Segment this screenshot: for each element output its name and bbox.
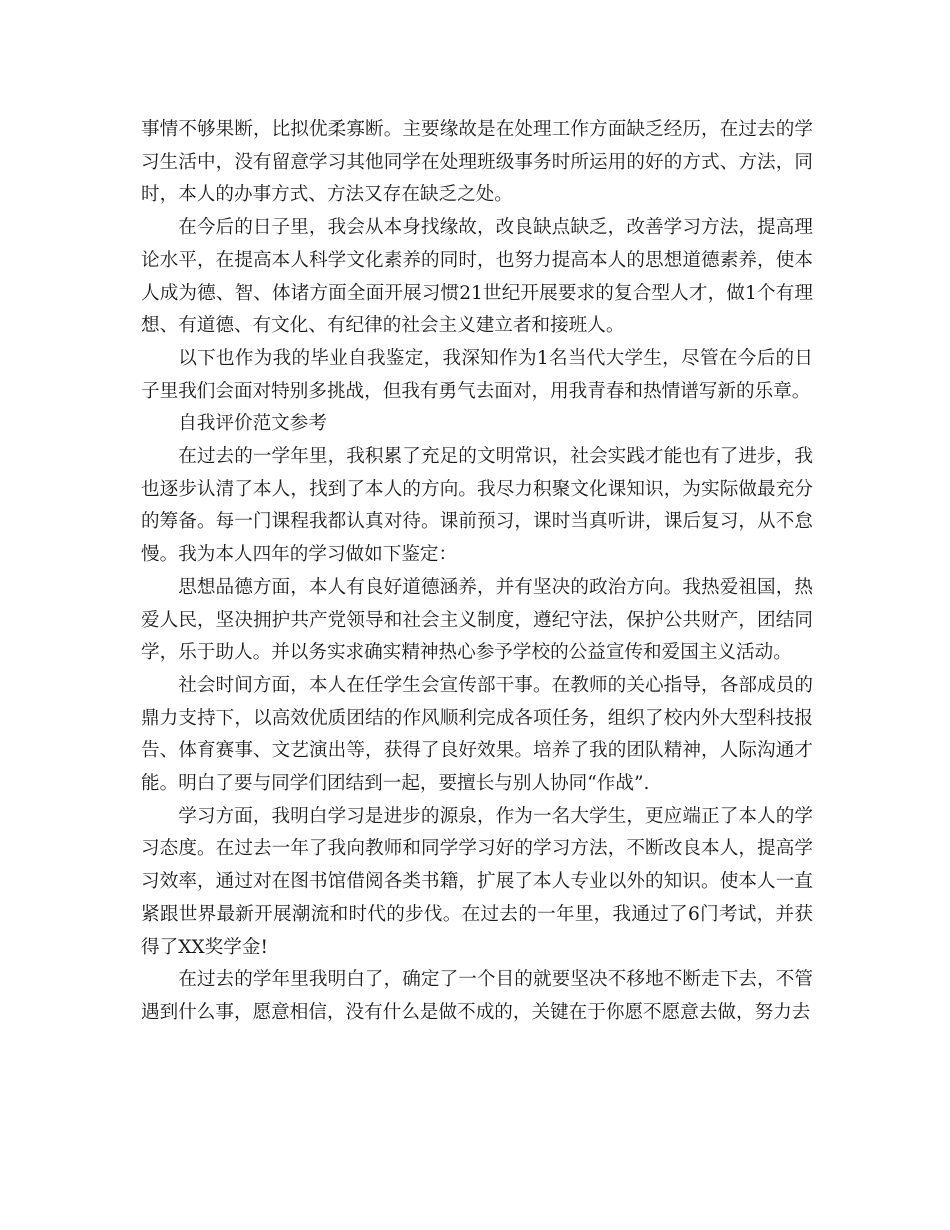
paragraph-7: 学习方面，我明白学习是进步的源泉，作为一名大学生，更应端正了本人的学习态度。在过去一年了我向教师和同学学习好的学习方法，不断改良本人，提高学习效率，通过对在图书馆借阅各类书籍，扩展了本人专业以外的知识。使本人一直紧跟世界最新开展潮流和时代的步伐。在过去的一年里，我通过了6门考试，并获得了XX奖学金! bbox=[141, 805, 813, 958]
paragraph-8: 在过去的学年里我明白了，确定了一个目的就要坚决不移地不断走下去，不管遇到什么事，愿意相信，没有什么是做不成的，关键在于你愿不愿意去做，努力去 bbox=[141, 969, 813, 1023]
paragraph-3: 以下也作为我的毕业自我鉴定，我深知作为1名当代大学生，尽管在今后的日子里我们会面对特别多挑战，但我有勇气去面对，用我青春和热情谱写新的乐章。 bbox=[141, 347, 813, 402]
paragraph-2: 在今后的日子里，我会从本身找缘故，改良缺点缺乏，改善学习方法，提高理论水平，在提高本人科学文化素养的同时，也努力提高本人的思想道德素养，使本人成为德、智、体诸方面全面开展习惯21世纪开展要求的复合型人才，做1个有理想、有道德、有文化、有纪律的社会主义建立者和接班人。 bbox=[141, 217, 813, 337]
paragraph-4: 在过去的一学年里，我积累了充足的文明常识，社会实践才能也有了进步，我也逐步认清了本人，找到了本人的方向。我尽力积聚文化课知识，为实际做最充分的筹备。每一门课程我都认真对待。课前预习，课时当真听讲，课后复习，从不怠慢。我为本人四年的学习做如下鉴定： bbox=[141, 446, 813, 566]
section-heading: 自我评价范文参考 bbox=[178, 413, 327, 435]
paragraph-1: 事情不够果断，比拟优柔寡断。主要缘故是在处理工作方面缺乏经历，在过去的学习生活中，没有留意学习其他同学在处理班级事务时所运用的好的方式、方法，同时，本人的办事方式、方法又存在缺乏之处。 bbox=[141, 119, 813, 206]
document-body bbox=[141, 114, 813, 1030]
paragraph-5: 思想品德方面，本人有良好道德涵养，并有坚决的政治方向。我热爱祖国，热爱人民，坚决拥护共产党领导和社会主义制度，遵纪守法，保护公共财产，团结同学，乐于助人。并以务实求确实精神热心参予学校的公益宣传和爱国主义活动。 bbox=[141, 576, 813, 664]
paragraph-6: 社会时间方面，本人在任学生会宣传部干事。在教师的关心指导，各部成员的鼎力支持下，以高效优质团结的作风顺利完成各项任务，组织了校内外大型科技报告、体育赛事、文艺演出等，获得了良好效果。培养了我的团队精神，人际沟通才能。明白了要与同学们团结到一起，要擅长与别人协同“作战”. bbox=[141, 674, 813, 795]
